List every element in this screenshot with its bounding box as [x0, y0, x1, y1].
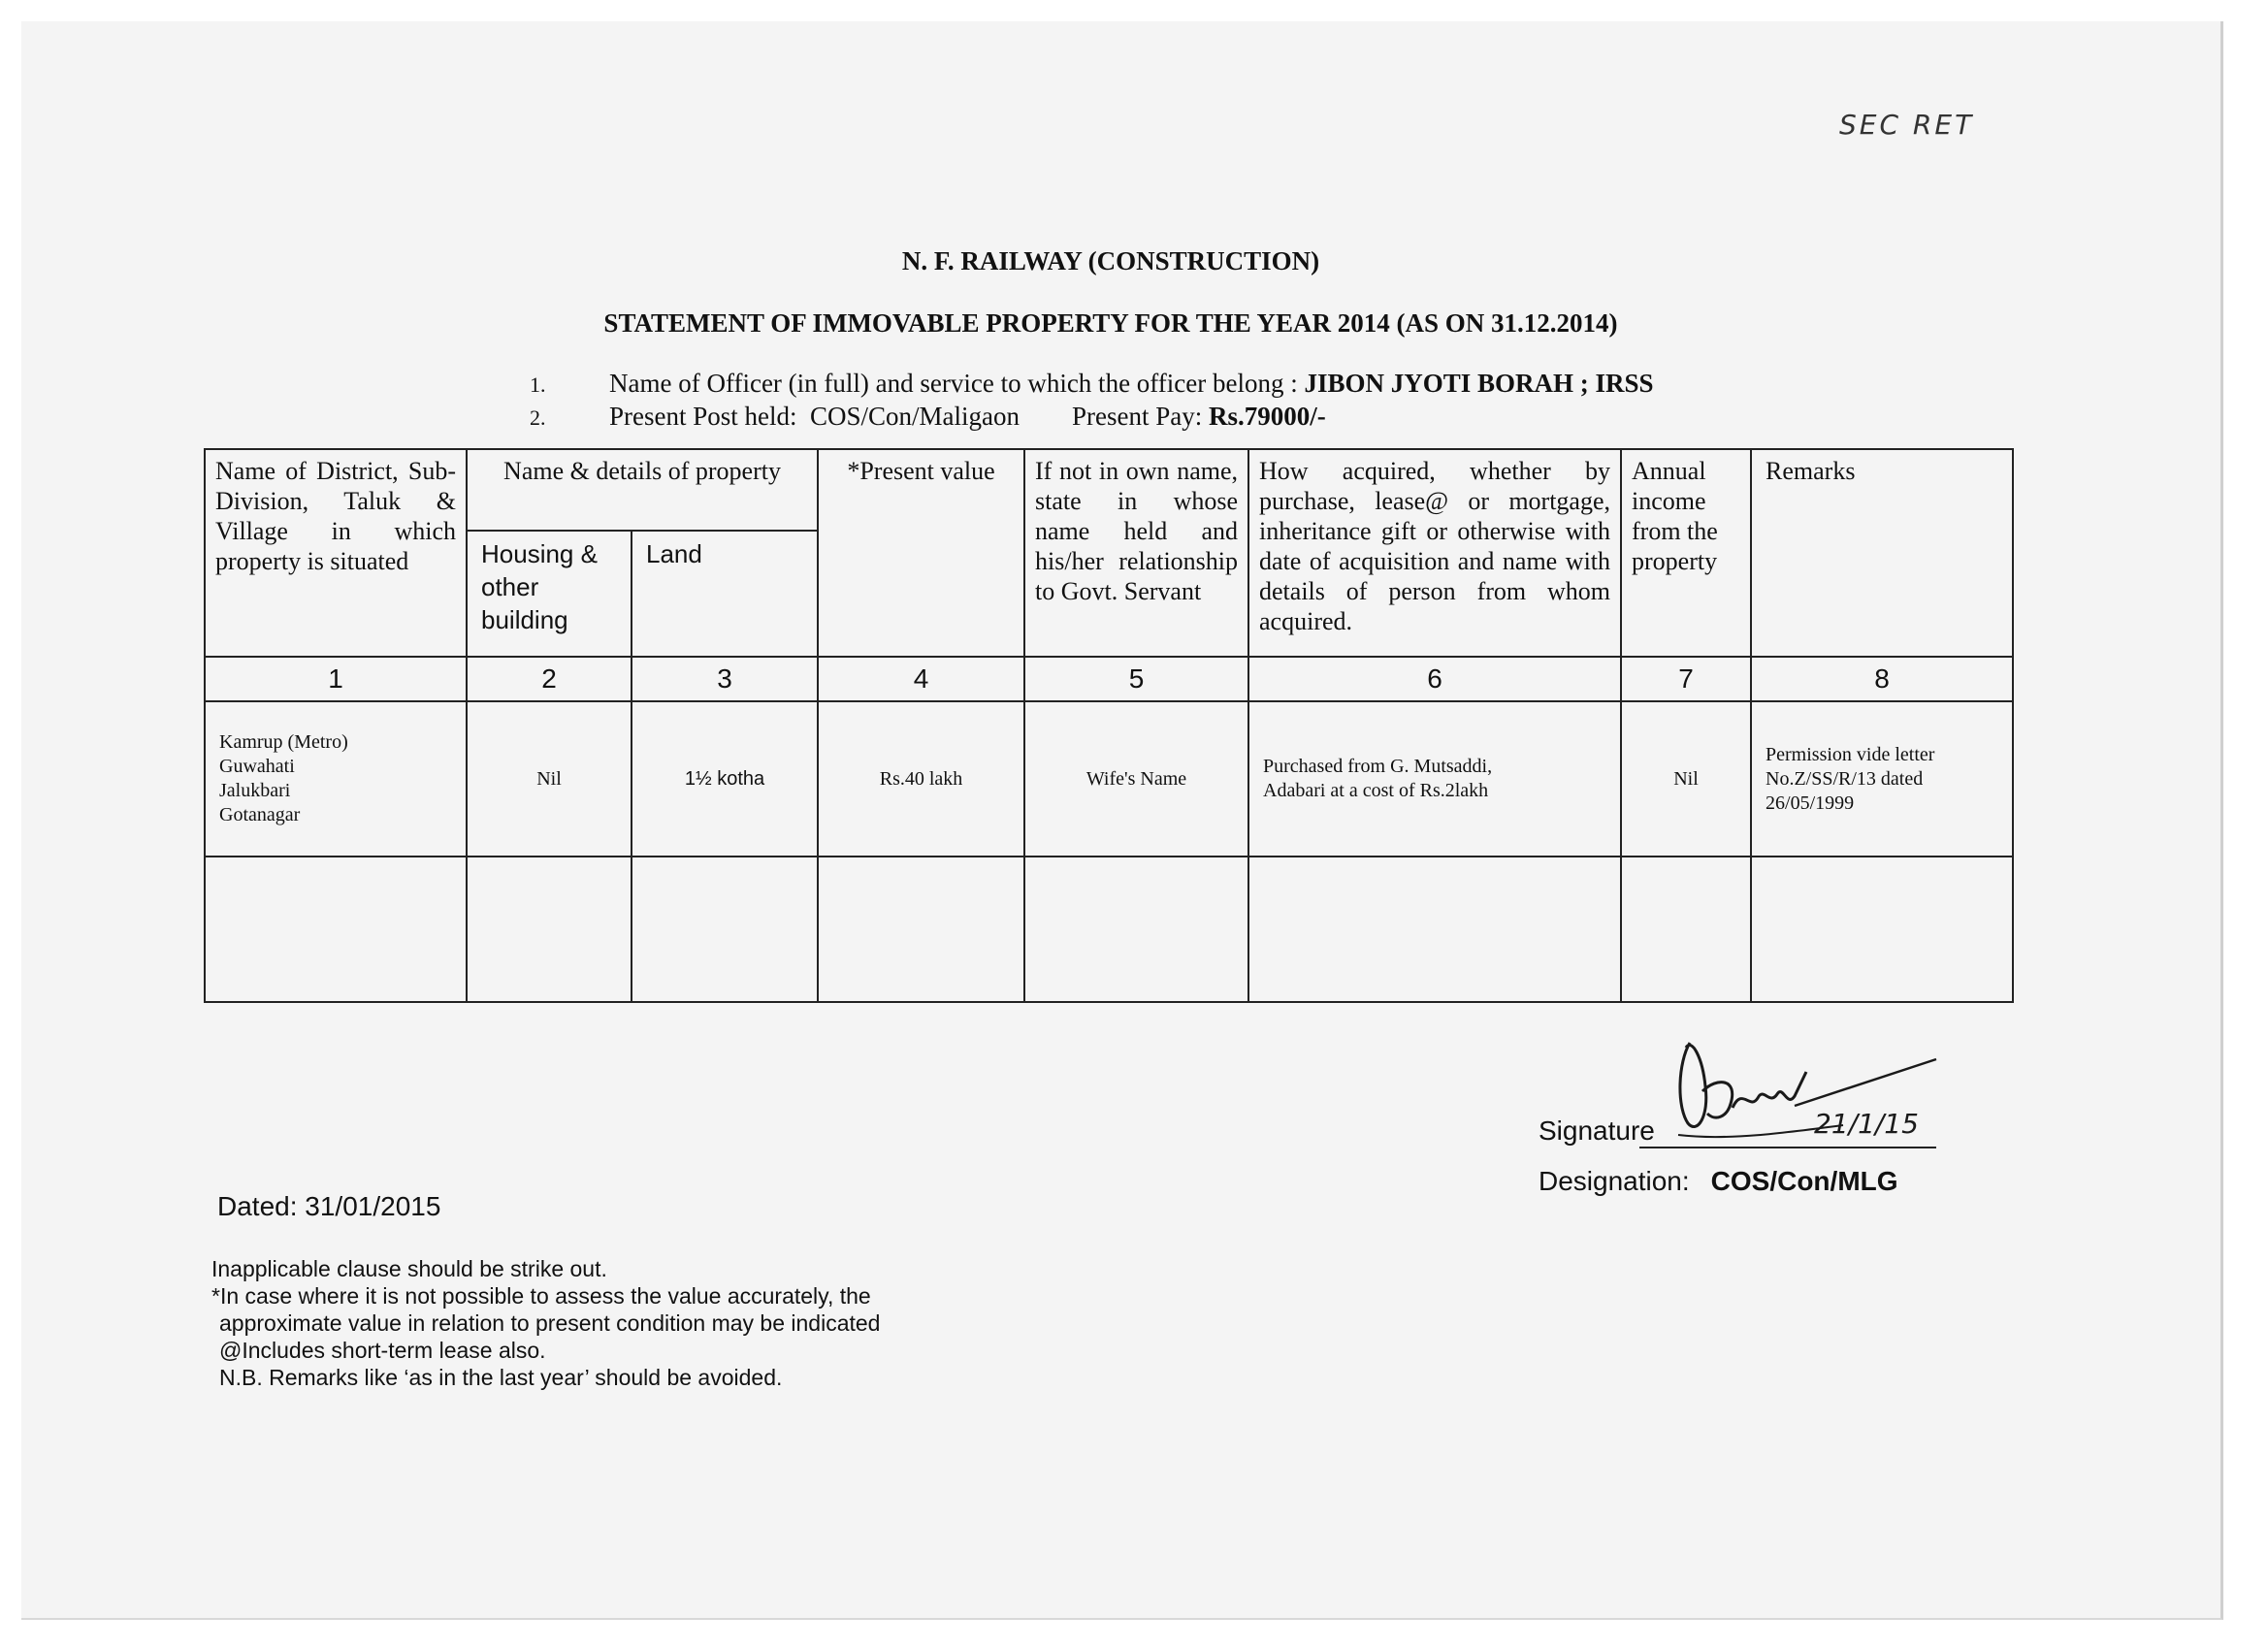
remarks-line: Permission vide letter	[1766, 743, 1935, 765]
note-line: *In case where it is not possible to assess the value accurately, the	[211, 1283, 871, 1309]
header-housing: Housing & other building	[467, 531, 632, 657]
cell-how-acquired	[1248, 701, 1621, 857]
note-line: @Includes short-term lease also.	[219, 1338, 546, 1363]
officer-name-value: JIBON JYOTI BORAH ; IRSS	[1304, 369, 1654, 398]
district-line: Kamrup (Metro)	[219, 731, 348, 753]
secret-handwritten-mark: SEC RET	[1839, 109, 1975, 141]
signature-line	[1639, 1147, 1936, 1148]
district-line: Guwahati	[219, 756, 295, 777]
header-land: Land	[632, 531, 818, 657]
item-number: 2.	[530, 405, 546, 430]
organization-title: N. F. RAILWAY (CONSTRUCTION)	[901, 246, 1320, 275]
remarks-line: No.Z/SS/R/13 dated	[1766, 767, 1924, 790]
column-number: 4	[818, 657, 1024, 701]
column-number: 1	[205, 657, 467, 701]
acquired-line: Adabari at a cost of Rs.2lakh	[1263, 780, 1489, 801]
column-number: 7	[1621, 657, 1751, 701]
officer-name-label: Name of Officer (in full) and service to which the officer belong :	[609, 369, 1298, 398]
header-how-acquired: How acquired, whether by purchase, lease@ or mortgage, inheritance gift or otherwise with date of acquisition and name with details of person from whom acquired.	[1248, 449, 1621, 657]
empty-cell	[632, 857, 818, 1002]
cell-district	[205, 701, 467, 857]
handwritten-signature	[1649, 1018, 1940, 1164]
header-district: Name of District, Sub-Division, Taluk & Village in which property is situated	[205, 449, 467, 657]
district-line: Jalukbari	[219, 780, 291, 801]
column-number-row	[205, 657, 2013, 701]
table-row-empty	[205, 857, 2013, 1002]
acquired-line: Purchased from G. Mutsaddi,	[1263, 756, 1493, 777]
cell-present-value: Rs.40 lakh	[818, 701, 1024, 857]
signature-label: Signature	[1539, 1116, 1655, 1146]
cell-housing: Nil	[467, 701, 632, 857]
empty-cell	[1621, 857, 1751, 1002]
column-number: 6	[1248, 657, 1621, 701]
header-property-details: Name & details of property	[467, 449, 818, 531]
signature-date: 21/1/15	[1814, 1108, 1919, 1140]
dated-line: Dated: 31/01/2015	[217, 1191, 441, 1221]
header-present-value: *Present value	[818, 449, 1024, 657]
header-whose-name: If not in own name, state in whose name held and his/her relationship to Govt. Servant	[1024, 449, 1248, 657]
present-pay-label: Present Pay:	[1072, 402, 1203, 431]
header-annual-income: Annual income from the property	[1621, 449, 1751, 657]
header-remarks: Remarks	[1751, 449, 2013, 657]
officer-name-line	[530, 369, 1654, 399]
table-row	[205, 701, 2013, 857]
column-number: 3	[632, 657, 818, 701]
cell-remarks	[1751, 701, 2013, 857]
note-line: N.B. Remarks like ‘as in the last year’ should be avoided.	[219, 1365, 783, 1390]
designation-line	[1539, 1166, 1898, 1197]
present-pay-value: Rs.79000/-	[1209, 402, 1326, 431]
post-held-line	[530, 402, 1326, 432]
column-number: 2	[467, 657, 632, 701]
note-line: approximate value in relation to present condition may be indicated	[219, 1310, 881, 1336]
empty-cell	[467, 857, 632, 1002]
column-number: 8	[1751, 657, 2013, 701]
district-line: Gotanagar	[219, 804, 301, 825]
designation-label: Designation:	[1539, 1166, 1690, 1196]
post-held-value: COS/Con/Maligaon	[810, 402, 1021, 431]
item-number: 1.	[530, 372, 546, 397]
column-number: 5	[1024, 657, 1248, 701]
note-line: Inapplicable clause should be strike out.	[211, 1256, 607, 1281]
footnotes	[211, 1255, 880, 1391]
remarks-line: 26/05/1999	[1766, 792, 1855, 814]
empty-cell	[818, 857, 1024, 1002]
property-table	[204, 448, 2014, 1003]
document-title: STATEMENT OF IMMOVABLE PROPERTY FOR THE YEAR 2014 (AS ON 31.12.2014)	[603, 308, 1618, 338]
empty-cell	[205, 857, 467, 1002]
designation-value: COS/Con/MLG	[1710, 1166, 1898, 1196]
cell-land: 1½ kotha	[632, 701, 818, 857]
post-held-label: Present Post held:	[609, 402, 797, 431]
empty-cell	[1751, 857, 2013, 1002]
empty-cell	[1024, 857, 1248, 1002]
empty-cell	[1248, 857, 1621, 1002]
cell-whose-name: Wife's Name	[1024, 701, 1248, 857]
cell-annual-income: Nil	[1621, 701, 1751, 857]
